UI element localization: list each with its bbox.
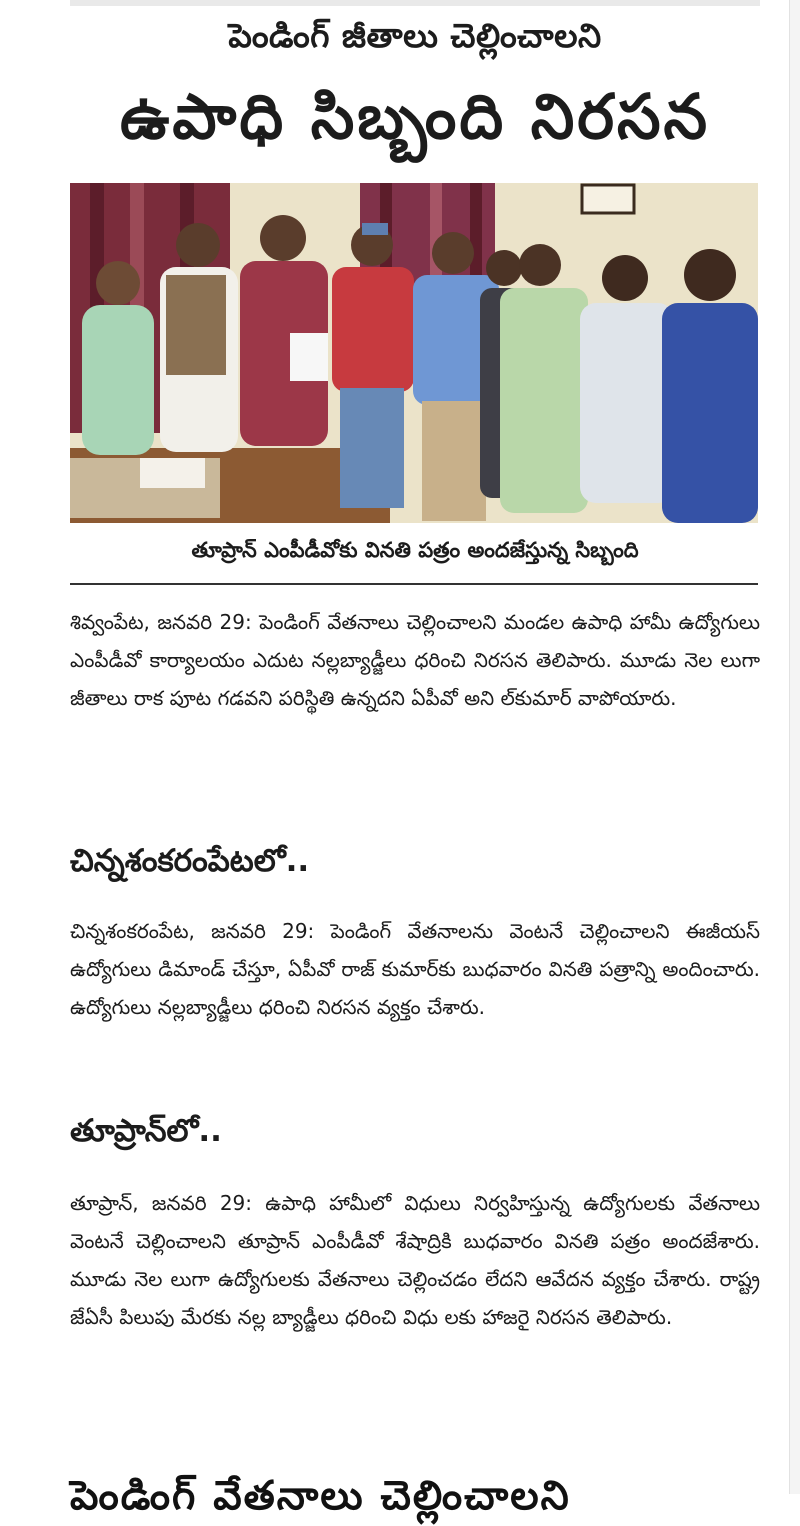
subhead-chinnashankarampet: చిన్నశంకరంపేటలో.. <box>70 843 310 879</box>
next-article-headline-clipped <box>70 1466 758 1519</box>
kicker-heading: పెండింగ్ జీతాలు చెల్లించాలని <box>228 16 602 55</box>
top-rule <box>70 0 760 6</box>
paragraph-chinnashankarampet: చిన్నశంకరంపేట, జనవరి 29: పెండింగ్ వేతనాలను వెంటనే చెల్లించాలని ఈజీయస్ ఉద్యోగులు డిమాండ్ చేస్తూ, ఏపీవో రాజ్ కుమార్‌కు బుధవారం వినతి పత్రాన్ని అందించారు. ఉద్యోగులు నల్లబ్యాడ్జీలు ధరించి నిరసన వ్యక్తం చేశారు. <box>70 919 760 1019</box>
main-headline: ఉపాధి సిబ్బంది నిరసన <box>119 80 711 153</box>
news-photo-illustration <box>70 183 758 523</box>
photo-caption: తూప్రాన్ ఎంపీడీవోకు వినతి పత్రం అందజేస్తున్న సిబ్బంది <box>191 538 639 562</box>
paragraph-toopran: తూప్రాన్, జనవరి 29: ఉపాధి హామీలో విధులు నిర్వహిస్తున్న ఉద్యోగులకు వేతనాలు వెంటనే చెల్లించాలని తూప్రాన్ ఎంపీడీవో శేషాద్రికి బుధవారం వినతి పత్రం అందజేశారు. మూడు నెల లుగా ఉద్యోగులకు వేతనాలు చెల్లించడం లేదని ఆవేదన వ్యక్తం చేశారు. రాష్ట్ర జేఏసీ పిలుపు మేరకు నల్ల బ్యాడ్జీలు ధరించి విధు లకు హాజరై నిరసన తెలిపారు. <box>70 1191 760 1329</box>
caption-divider <box>70 583 758 585</box>
news-photo <box>70 183 758 523</box>
paragraph-shivvampet: శివ్వంపేట, జనవరి 29: పెండింగ్ వేతనాలు చెల్లించాలని మండల ఉపాధి హామీ ఉద్యోగులు ఎంపీడీవో కార్యాలయం ఎదుట నల్లబ్యాడ్జీలు ధరించి నిరసన తెలిపారు. మూడు నెల లుగా జీతాలు రాక పూట గడవని పరిస్థితి ఉన్నదని ఏపీవో అని ల్‌కుమార్ వాపోయారు. <box>70 610 760 710</box>
page-edge <box>789 0 800 1494</box>
next-headline-text: పెండింగ్ వేతనాలు చెల్లించాలని <box>70 1473 571 1519</box>
subhead-toopran: తూప్రాన్‌లో.. <box>70 1113 222 1149</box>
